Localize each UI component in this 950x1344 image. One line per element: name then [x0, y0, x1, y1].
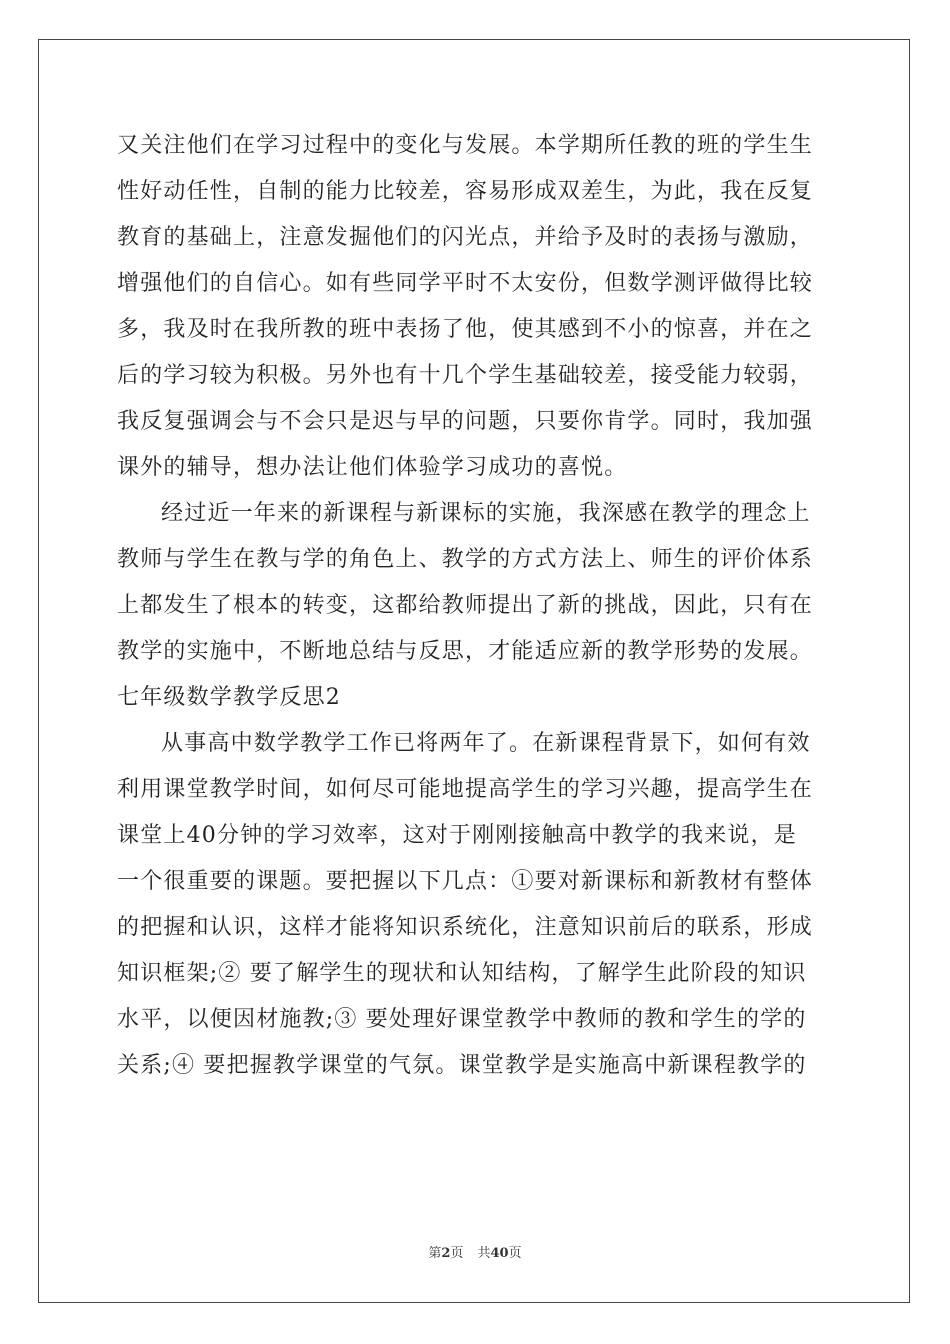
text-line: 水平，以便因材施教;③ 要处理好课堂教学中教师的教和学生的学的 [117, 1007, 807, 1032]
total-prefix: 共 [477, 1246, 491, 1261]
paragraph-start-line: 从事高中数学教学工作已将两年了。在新课程背景下，如何有效 [161, 731, 811, 756]
section-heading: 七年级数学教学反思2 [117, 685, 341, 710]
text-line: 后的学习较为积极。另外也有十几个学生基础较差，接受能力较弱， [117, 363, 814, 388]
page-prefix: 第 [428, 1246, 442, 1261]
text-line: 的把握和认识，这样才能将知识系统化，注意知识前后的联系，形成 [117, 915, 814, 940]
text-line: 教学的实施中，不断地总结与反思，才能适应新的教学形势的发展。 [117, 639, 814, 664]
current-page-number: 2 [441, 1246, 451, 1261]
text-line: 一个很重要的课题。要把握以下几点：①要对新课标和新教材有整体 [117, 869, 814, 894]
text-line: 上都发生了根本的转变，这都给教师提出了新的挑战，因此，只有在 [117, 593, 814, 618]
text-line: 教育的基础上，注意发掘他们的闪光点，并给予及时的表扬与激励， [117, 225, 814, 250]
text-line: 知识框架;② 要了解学生的现状和认知结构，了解学生此阶段的知识 [117, 961, 807, 986]
total-page-count: 40 [490, 1246, 509, 1261]
text-line: 教师与学生在教与学的角色上、教学的方式方法上、师生的评价体系 [117, 547, 814, 572]
text-line: 关系;④ 要把握教学课堂的气氛。课堂教学是实施高中新课程教学的 [117, 1053, 807, 1078]
text-line: 利用课堂教学时间，如何尽可能地提高学生的学习兴趣，提高学生在 [117, 777, 814, 802]
paragraph-start-line: 经过近一年来的新课程与新课标的实施，我深感在教学的理念上 [161, 501, 811, 526]
page-unit: 页 [450, 1246, 464, 1261]
total-unit: 页 [508, 1246, 522, 1261]
text-line: 性好动任性，自制的能力比较差，容易形成双差生，为此，我在反复 [117, 179, 814, 204]
text-line: 又关注他们在学习过程中的变化与发展。本学期所任教的班的学生生 [117, 133, 814, 158]
page-footer [0, 1242, 950, 1261]
text-line: 多，我及时在我所教的班中表扬了他，使其感到不小的惊喜，并在之 [117, 317, 814, 342]
text-line: 我反复强调会与不会只是迟与早的问题，只要你肯学。同时，我加强 [117, 409, 814, 434]
text-line: 课外的辅导，想办法让他们体验学习成功的喜悦。 [117, 455, 628, 480]
text-line: 课堂上40分钟的学习效率，这对于刚刚接触高中教学的我来说，是 [117, 823, 797, 848]
text-line: 增强他们的自信心。如有些同学平时不太安份，但数学测评做得比较 [117, 271, 814, 296]
